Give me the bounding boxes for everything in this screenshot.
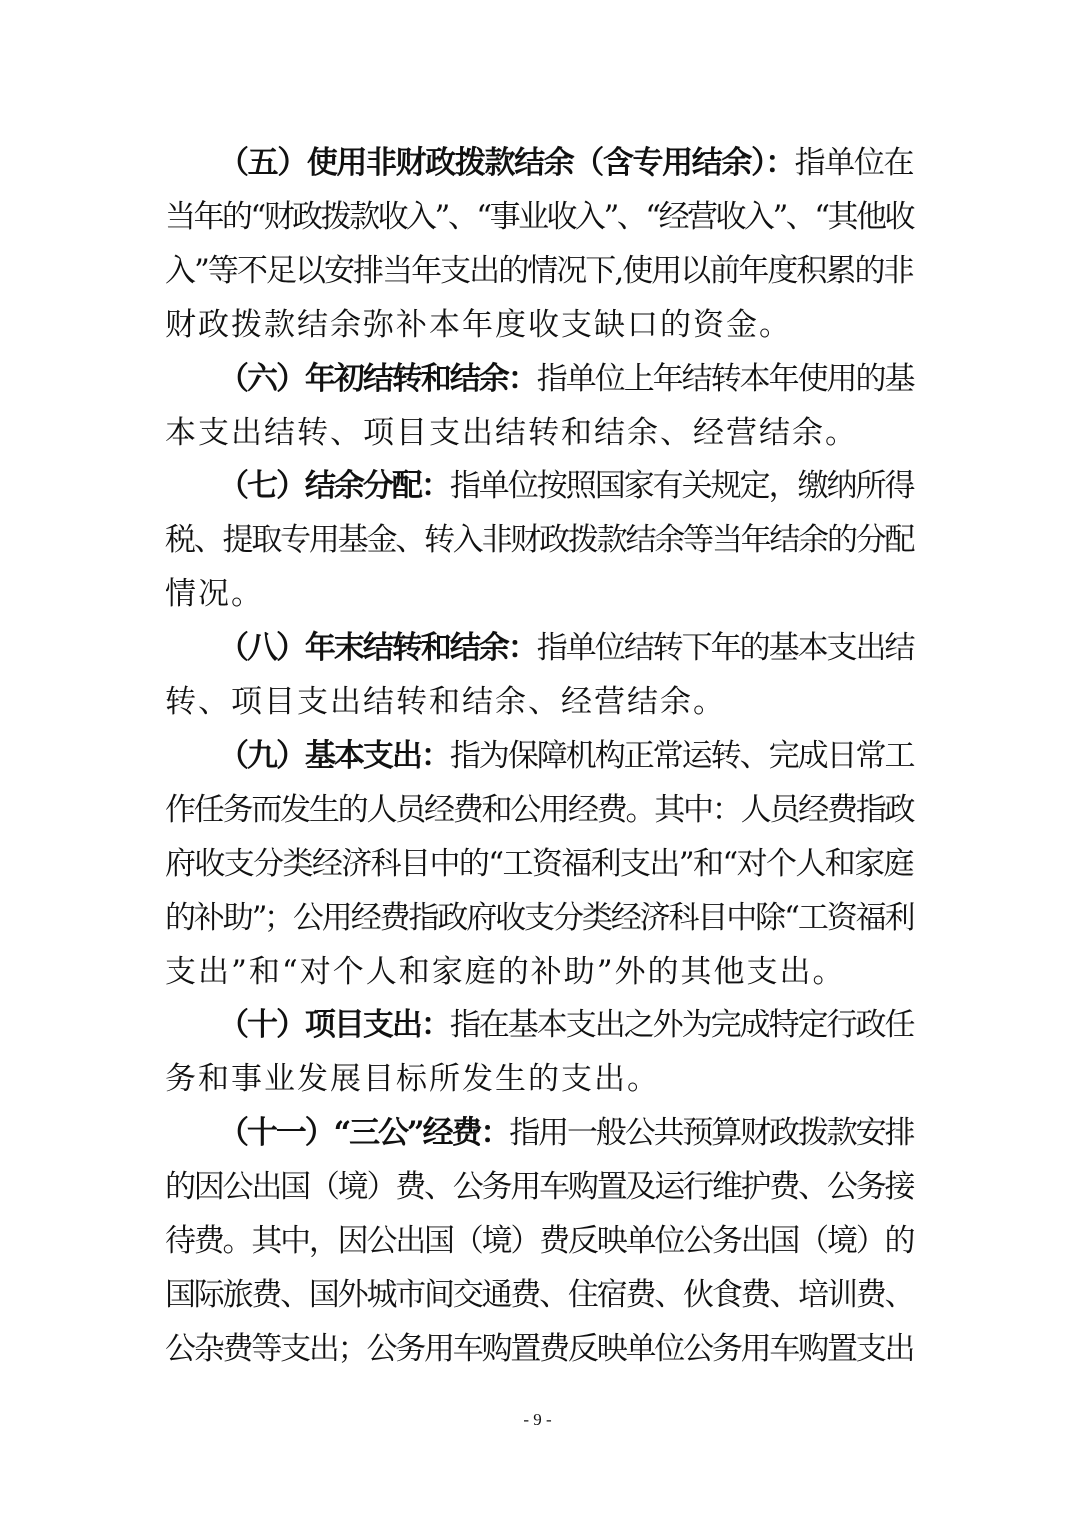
paragraph-line [165, 1160, 912, 1214]
paragraph-line [218, 459, 912, 513]
term-heading: （十一）“三公”经费： [218, 1115, 510, 1152]
definition-text: 指单位上年结转本年使用的基 [536, 360, 913, 397]
paragraph-line [165, 675, 912, 729]
paragraph-line [218, 621, 912, 675]
term-heading: （五）使用非财政拨款结余（含专用结余）： [218, 145, 795, 181]
paragraph-line [165, 1214, 912, 1268]
paragraph-line [218, 1106, 912, 1160]
definition-text: 待费。其中，因公出国（境）费反映单位公务出国（境）的 [165, 1223, 912, 1259]
definition-text: 本支出结转、项目支出结转和结余、经营结余。 [165, 414, 858, 451]
term-heading: （十）项目支出： [218, 1007, 450, 1044]
definition-text: 指用一般公共预算财政拨款安排 [509, 1115, 912, 1152]
definition-text: 情况。 [165, 576, 264, 613]
definition-text: 指在基本支出之外为完成特定行政任 [449, 1007, 913, 1044]
definition-text: 财政拨款结余弥补本年度收支缺口的资金。 [165, 306, 792, 343]
definition-text: 当年的“财政拨款收入”、“事业收入”、“经营收入”、“其他收 [165, 198, 912, 235]
definition-text: 指为保障机构正常运转、完成日常工 [449, 737, 913, 774]
paragraph-line [165, 891, 912, 945]
definition-text: 指单位按照国家有关规定，缴纳所得 [449, 468, 913, 505]
definition-text: 税、提取专用基金、转入非财政拨款结余等当年结余的分配 [165, 522, 912, 559]
definition-text: 转、项目支出结转和结余、经营结余。 [165, 684, 726, 720]
paragraph-line [165, 1052, 912, 1106]
definition-text: 支出”和“对个人和家庭的补助”外的其他支出。 [165, 953, 846, 990]
definition-text: 指单位结转下年的基本支出结 [536, 630, 913, 667]
definition-text: 的因公出国（境）费、公务用车购置及运行维护费、公务接 [165, 1169, 912, 1206]
paragraph-line [218, 729, 912, 783]
definition-text: 国际旅费、国外城市间交通费、住宿费、伙食费、培训费、 [165, 1276, 912, 1313]
definition-text: 入”等不足以安排当年支出的情况下,使用以前年度积累的非 [165, 252, 912, 289]
definition-text: 务和事业发展目标所发生的支出。 [165, 1061, 660, 1098]
definition-text: 指单位在 [794, 145, 912, 181]
paragraph-line [165, 837, 912, 891]
paragraph-line [165, 244, 912, 298]
paragraph-line [165, 513, 912, 567]
term-heading: （六）年初结转和结余： [218, 360, 537, 397]
paragraph-line [165, 783, 912, 837]
paragraph-line [165, 567, 912, 621]
term-heading: （七）结余分配： [218, 468, 450, 505]
term-heading: （八）年末结转和结余： [218, 630, 537, 667]
page-number: - 9 - [523, 1410, 552, 1429]
paragraph-line [165, 1268, 912, 1322]
paragraph-line [218, 136, 912, 190]
paragraph-line [165, 190, 912, 244]
definition-text: 的补助”；公用经费指政府收支分类经济科目中除“工资福利 [165, 899, 912, 936]
paragraph-line [165, 298, 912, 352]
paragraph-line [165, 406, 912, 460]
definition-text: 作任务而发生的人员经费和公用经费。其中：人员经费指政 [165, 791, 912, 828]
paragraph-line [218, 352, 912, 406]
paragraph-line [218, 998, 912, 1052]
definition-text: 府收支分类经济科目中的“工资福利支出”和“对个人和家庭 [165, 845, 912, 882]
paragraph-line [165, 945, 912, 999]
paragraph-line [165, 1322, 912, 1376]
term-heading: （九）基本支出： [218, 737, 450, 774]
definition-text: 公杂费等支出；公务用车购置费反映单位公务用车购置支出 [165, 1330, 912, 1367]
